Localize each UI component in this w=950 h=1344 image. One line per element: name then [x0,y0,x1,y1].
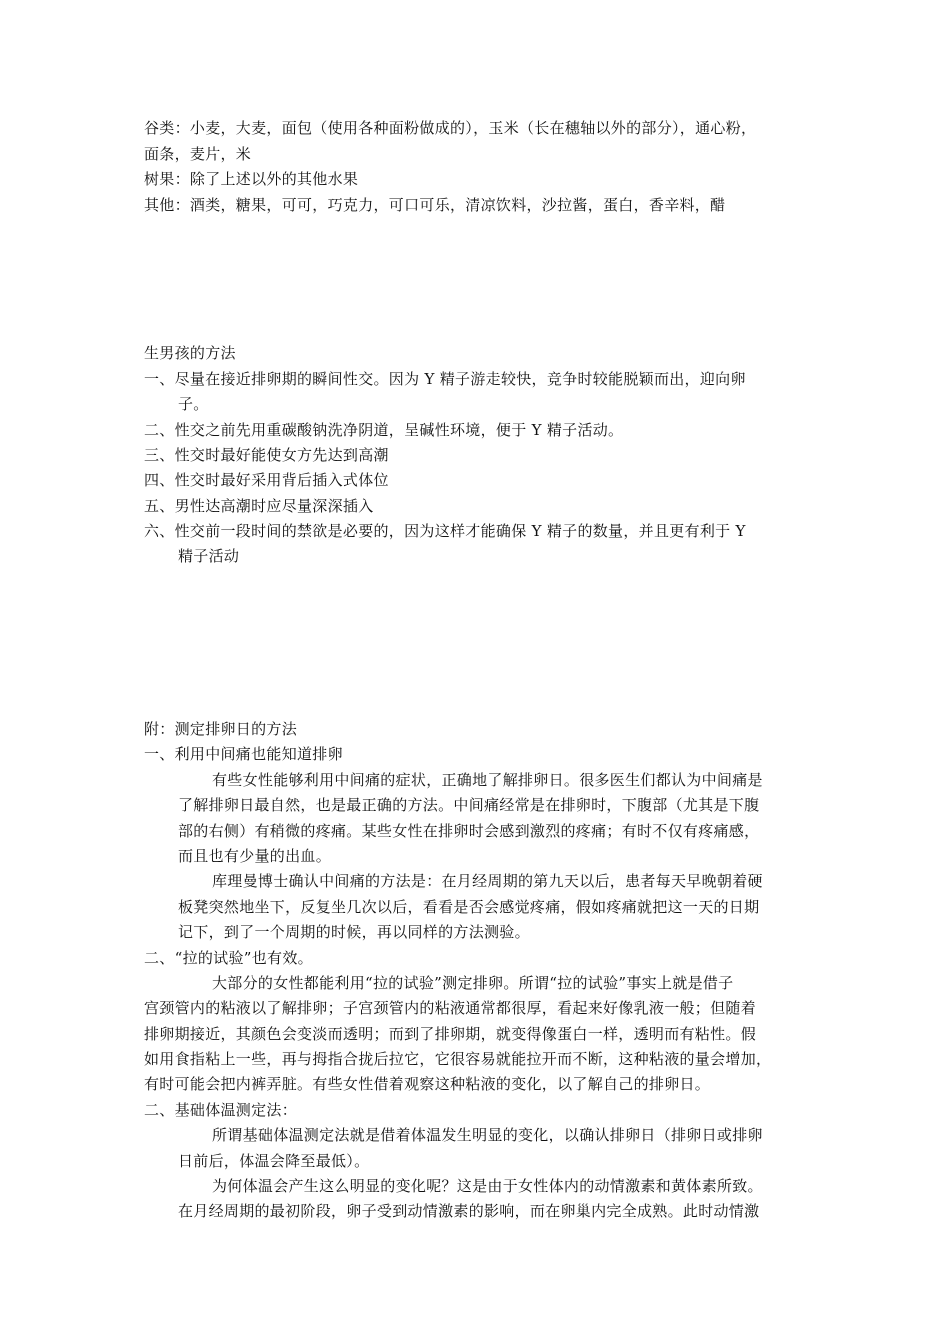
section-3-heading: 二、基础体温测定法： [144,1101,298,1119]
others-line: 其他：酒类，糖果，可可，巧克力，可口可乐，清凉饮料，沙拉酱，蛋白，香辛料，醋 [144,196,726,214]
boy-method-1-cont: 子。 [178,395,209,413]
section-2-line-3: 排卵期接近，其颜色会变淡而透明；而到了排卵期，就变得像蛋白一样，透明而有粘性。假 [144,1025,757,1043]
grains-line-2: 面条，麦片，米 [144,145,252,163]
section-1-para-2-line-1: 库理曼博士确认中间痛的方法是：在月经周期的第九天以后，患者每天早晚朝着硬 [212,872,763,890]
section-3-para-1-line-2: 日前后，体温会降至最低）。 [178,1152,370,1170]
boy-method-6-cont: 精子活动 [178,547,240,565]
boy-method-3: 三、性交时最好能使女方先达到高潮 [144,446,389,464]
section-2-line-5: 有时可能会把内裤弄脏。有些女性借着观察这种粘液的变化，以了解自己的排卵日。 [144,1075,711,1093]
section-1-para-2-line-2: 板凳突然地坐下，反复坐几次以后，看看是否会感觉疼痛，假如疼痛就把这一天的日期 [178,898,760,916]
section-3-para-2-line-1: 为何体温会产生这么明显的变化呢？这是由于女性体内的动情激素和黄体素所致。 [212,1177,763,1195]
section-2-line-4: 如用食指粘上一些，再与拇指合拢后拉它，它很容易就能拉开而不断，这种粘液的量会增加， [144,1050,772,1068]
section-1-heading: 一、利用中间痛也能知道排卵 [144,745,343,763]
section-1-para-1-line-2: 了解排卵日最自然，也是最正确的方法。中间痛经常是在排卵时，下腹部（尤其是下腹 [178,796,760,814]
ovulation-title: 附：测定排卵日的方法 [144,720,298,738]
section-1-para-1-line-3: 部的右侧）有稍微的疼痛。某些女性在排卵时会感到激烈的疼痛；有时不仅有疼痛感， [178,822,760,840]
section-1-para-1-line-4: 而且也有少量的出血。 [178,847,332,865]
section-1-para-2-line-3: 记下，到了一个周期的时候，再以同样的方法测验。 [178,923,530,941]
boy-method-2: 二、性交之前先用重碳酸钠洗净阴道，呈碱性环境，便于 Y 精子活动。 [144,421,624,439]
boy-methods-title: 生男孩的方法 [144,344,236,362]
section-2-heading: 二、“拉的试验”也有效。 [144,949,313,967]
boy-method-4: 四、性交时最好采用背后插入式体位 [144,471,389,489]
grains-line-1: 谷类：小麦，大麦，面包（使用各种面粉做成的），玉米（长在穗轴以外的部分），通心粉， [144,119,757,137]
boy-method-6: 六、性交前一段时间的禁欲是必要的，因为这样才能确保 Y 精子的数量，并且更有利于 Y [144,522,746,540]
section-3-para-1-line-1: 所谓基础体温测定法就是借着体温发生明显的变化，以确认排卵日（排卵日或排卵 [212,1126,763,1144]
section-2-line-2: 宫颈管内的粘液以了解排卵；子宫颈管内的粘液通常都很厚，看起来好像乳液一般；但随着 [144,999,757,1017]
section-3-para-2-line-2: 在月经周期的最初阶段，卵子受到动情激素的影响，而在卵巢内完全成熟。此时动情激 [178,1202,760,1220]
boy-method-5: 五、男性达高潮时应尽量深深插入 [144,497,374,515]
boy-method-1: 一、尽量在接近排卵期的瞬间性交。因为 Y 精子游走较快，竞争时较能脱颖而出，迎向卵 [144,370,746,388]
section-2-line-1: 大部分的女性都能利用“拉的试验”测定排卵。所谓“拉的试验”事实上就是借子 [212,974,734,992]
nuts-line: 树果：除了上述以外的其他水果 [144,170,359,188]
section-1-para-1-line-1: 有些女性能够利用中间痛的症状，正确地了解排卵日。很多医生们都认为中间痛是 [212,771,763,789]
